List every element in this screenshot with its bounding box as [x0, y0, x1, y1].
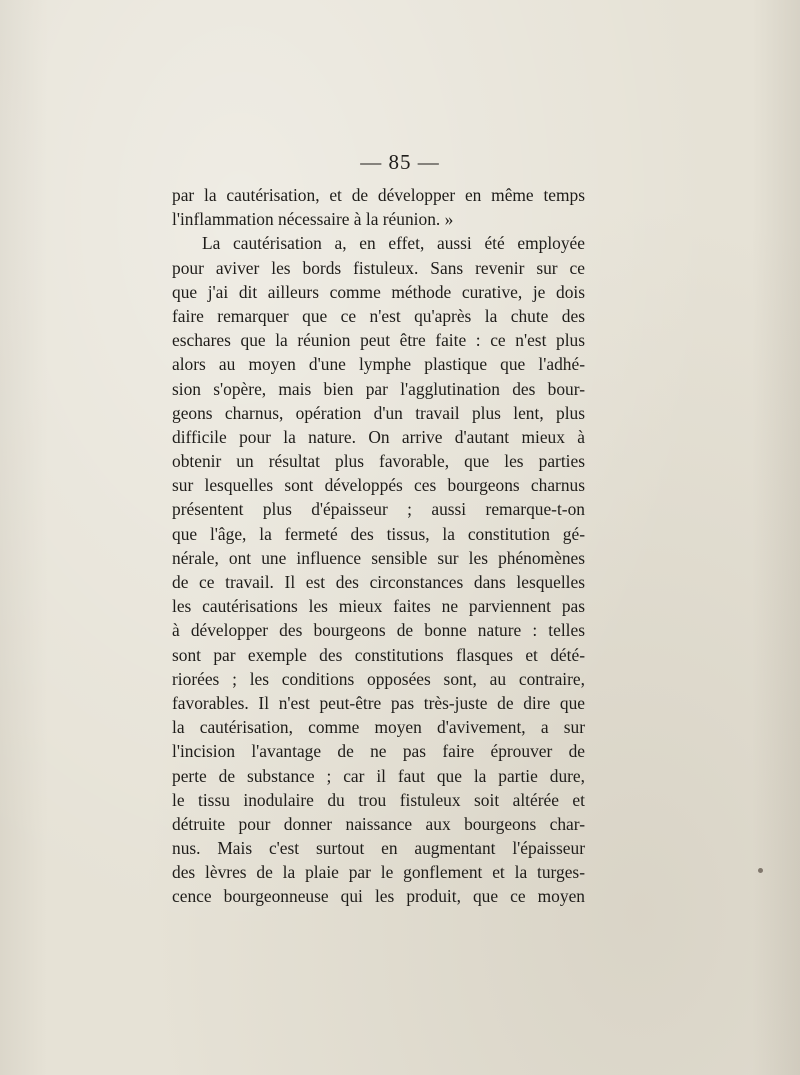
text-line: difficile pour la nature. On arrive d'autant mieux à: [172, 426, 585, 447]
page-number: — 85 —: [360, 150, 440, 174]
text-line: présentent plus d'épaisseur ; aussi remarque-t-on: [172, 499, 585, 520]
text-line: des lèvres de la plaie par le gonflement et la turges-: [172, 862, 585, 883]
text-line: pour aviver les bords fistuleux. Sans revenir sur ce: [172, 257, 585, 278]
text-line: à développer des bourgeons de bonne nature : telles: [172, 620, 585, 641]
text-line: nus. Mais c'est surtout en augmentant l'épaisseur: [172, 838, 585, 859]
text-line: la cautérisation, comme moyen d'avivement, a sur: [172, 717, 585, 738]
text-line: perte de substance ; car il faut que la partie dure,: [172, 765, 585, 786]
text-line: de ce travail. Il est des circonstances dans lesquelles: [172, 572, 585, 592]
text-line: l'inflammation nécessaire à la réunion. »: [172, 209, 454, 230]
text-line: riorées ; les conditions opposées sont, au contraire,: [172, 668, 585, 689]
text-line: nérale, ont une influence sensible sur les phénomènes: [172, 547, 585, 568]
text-line: que l'âge, la fermeté des tissus, la constitution gé-: [172, 523, 585, 544]
text-line: favorables. Il n'est peut-être pas très-juste de dire que: [172, 692, 585, 713]
text-line: le tissu inodulaire du trou fistuleux soit altérée et: [172, 789, 585, 810]
text-line: La cautérisation a, en effet, aussi été employée: [202, 233, 585, 254]
text-line: obtenir un résultat plus favorable, que les parties: [172, 451, 585, 472]
text-line: les cautérisations les mieux faites ne parviennent pas: [172, 596, 585, 617]
paper-spot: [758, 868, 763, 873]
body-text: [172, 183, 585, 909]
text-line: faire remarquer que ce n'est qu'après la chute des: [172, 305, 585, 326]
text-line: alors au moyen d'une lymphe plastique que l'adhé-: [172, 354, 585, 375]
text-line: eschares que la réunion peut être faite : ce n'est plus: [172, 330, 585, 351]
text-line: détruite pour donner naissance aux bourgeons char-: [172, 813, 585, 834]
text-line: par la cautérisation, et de développer en même temps: [172, 185, 585, 205]
text-line: sont par exemple des constitutions flasques et dété-: [172, 644, 585, 665]
text-line: cence bourgeonneuse qui les produit, que ce moyen: [172, 886, 585, 907]
text-line: geons charnus, opération d'un travail plus lent, plus: [172, 402, 585, 423]
text-line: sur lesquelles sont développés ces bourgeons charnus: [172, 475, 585, 496]
text-line: sion s'opère, mais bien par l'agglutination des bour-: [172, 378, 585, 399]
text-line: l'incision l'avantage de ne pas faire éprouver de: [172, 741, 585, 762]
text-line: que j'ai dit ailleurs comme méthode curative, je dois: [172, 281, 585, 302]
